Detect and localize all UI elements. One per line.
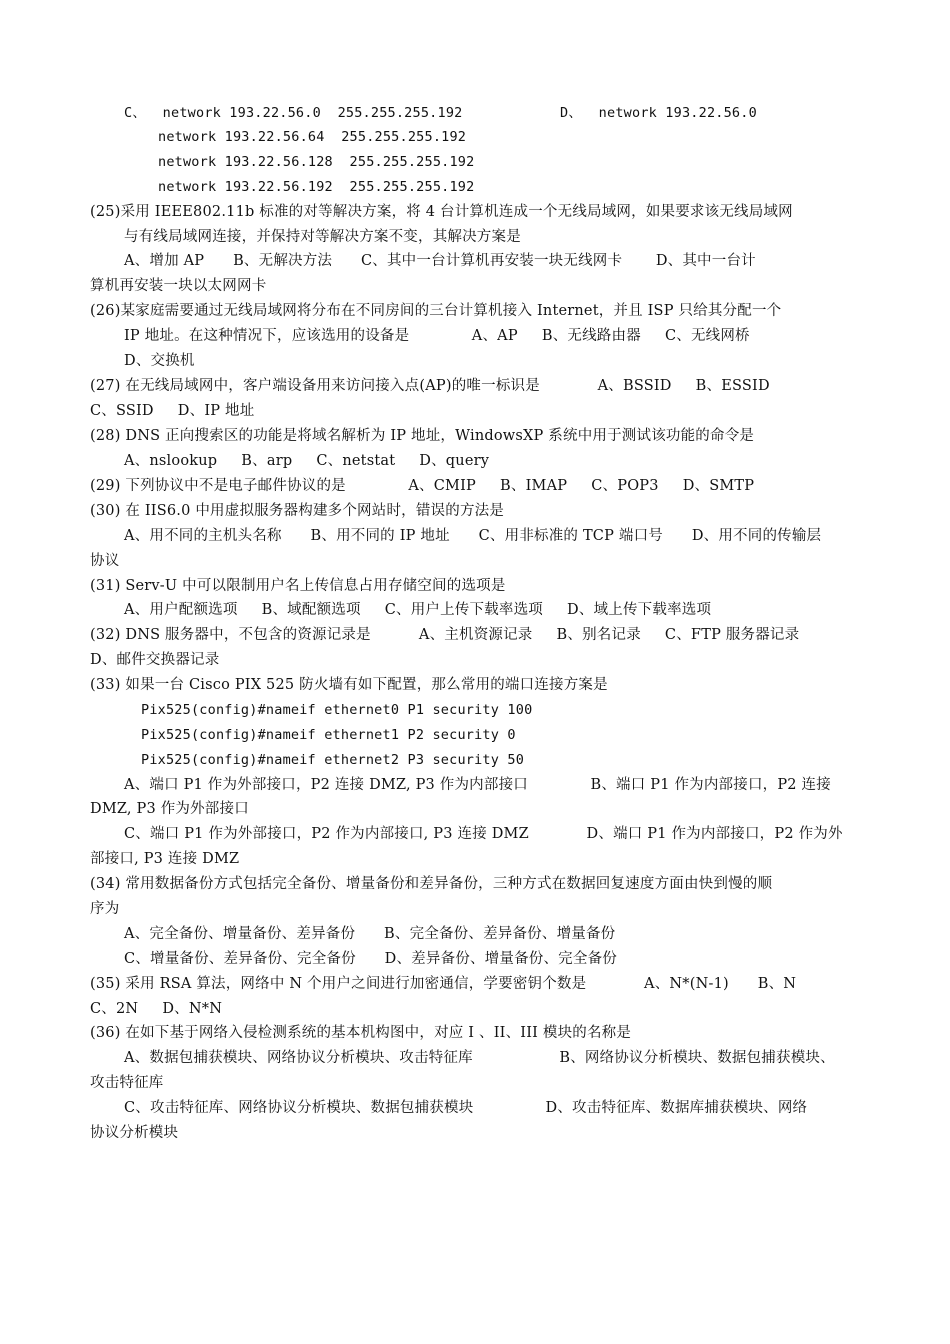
question-25-options-cont: 算机再安装一块以太网网卡	[90, 278, 267, 294]
question-36-options-cd-cont: 协议分析模块	[90, 1125, 179, 1141]
question-34: (34) 常用数据备份方式包括完全备份、增量备份和差异备份，三种方式在数据回复速度方面由快到慢的顺	[90, 876, 773, 892]
question-35-options-cont: C、2N D、N*N	[90, 1001, 223, 1017]
question-36-options-cd: C、攻击特征库、网络协议分析模块、数据包捕获模块 D、攻击特征库、数据库捕获模块、网络	[124, 1100, 808, 1116]
config-line-3: Pix525(config)#nameif ethernet2 P3 security 50	[141, 752, 525, 768]
question-31: (31) Serv-U 中可以限制用户名上传信息占用存储空间的选项是	[90, 578, 506, 594]
question-26: (26)某家庭需要通过无线局域网将分布在不同房间的三台计算机接入 Internet，并且 ISP 只给其分配一个	[90, 303, 782, 319]
option-c-network-4: network 193.22.56.192 255.255.255.192	[158, 179, 475, 195]
question-36: (36) 在如下基于网络入侵检测系统的基本机构图中，对应 I 、II、III 模块的名称是	[90, 1025, 632, 1041]
question-28-options: A、nslookup B、arp C、netstat D、query	[124, 453, 490, 469]
config-line-1: Pix525(config)#nameif ethernet0 P1 security 100	[141, 702, 533, 718]
question-25-cont: 与有线局域网连接，并保持对等解决方案不变，其解决方案是	[124, 229, 521, 245]
question-32-options-cont: D、邮件交换器记录	[90, 652, 220, 668]
question-27: (27) 在无线局域网中，客户端设备用来访问接入点(AP)的唯一标识是 A、BSSID B、ESSID	[90, 378, 770, 394]
option-c-network-3: network 193.22.56.128 255.255.255.192	[158, 154, 475, 170]
question-34-options-ab: A、完全备份、增量备份、差异备份 B、完全备份、差异备份、增量备份	[124, 926, 616, 942]
option-d-network-1: D、 network 193.22.56.0	[560, 105, 757, 121]
config-line-2: Pix525(config)#nameif ethernet1 P2 security 0	[141, 727, 516, 743]
question-36-options-ab: A、数据包捕获模块、网络协议分析模块、攻击特征库 B、网络协议分析模块、数据包捕获模块、	[124, 1050, 835, 1066]
question-34-cont: 序为	[90, 901, 120, 917]
option-c-network-1: C、 network 193.22.56.0 255.255.255.192	[124, 105, 463, 121]
question-34-options-cd: C、增量备份、差异备份、完全备份 D、差异备份、增量备份、完全备份	[124, 951, 617, 967]
question-30: (30) 在 IIS6.0 中用虚拟服务器构建多个网站时，错误的方法是	[90, 503, 505, 519]
question-33-options-ab: A、端口 P1 作为外部接口，P2 连接 DMZ, P3 作为内部接口 B、端口 P1 作为内部接口，P2 连接	[124, 777, 831, 793]
question-25: (25)采用 IEEE802.11b 标准的对等解决方案，将 4 台计算机连成一个无线局域网，如果要求该无线局域网	[90, 204, 793, 220]
question-26-option-d: D、交换机	[124, 353, 195, 369]
question-33-options-ab-cont: DMZ, P3 作为外部接口	[90, 801, 249, 817]
question-29: (29) 下列协议中不是电子邮件协议的是 A、CMIP B、IMAP C、POP3 D、SMTP	[90, 478, 755, 494]
question-33: (33) 如果一台 Cisco PIX 525 防火墙有如下配置，那么常用的端口连接方案是	[90, 677, 608, 693]
question-30-options-cont: 协议	[90, 553, 120, 569]
question-35: (35) 采用 RSA 算法，网络中 N 个用户之间进行加密通信，学要密钥个数是 A、N*(N-1) B、N	[90, 976, 797, 992]
option-c-network-2: network 193.22.56.64 255.255.255.192	[158, 129, 467, 145]
question-26-cont: IP 地址。在这种情况下，应该选用的设备是 A、AP B、无线路由器 C、无线网桥	[124, 328, 750, 344]
question-36-options-ab-cont: 攻击特征库	[90, 1075, 164, 1091]
question-33-options-cd-cont: 部接口, P3 连接 DMZ	[90, 851, 240, 867]
question-27-options-cont: C、SSID D、IP 地址	[90, 403, 255, 419]
question-32: (32) DNS 服务器中，不包含的资源记录是 A、主机资源记录 B、别名记录 C、FTP 服务器记录	[90, 627, 800, 643]
question-30-options: A、用不同的主机头名称 B、用不同的 IP 地址 C、用非标准的 TCP 端口号 D、用不同的传输层	[124, 528, 822, 544]
question-33-options-cd: C、端口 P1 作为外部接口，P2 作为内部接口, P3 连接 DMZ D、端口 P1 作为内部接口，P2 作为外	[124, 826, 843, 842]
question-25-options: A、增加 AP B、无解决方法 C、其中一台计算机再安装一块无线网卡 D、其中一台计	[124, 253, 756, 269]
question-31-options: A、用户配额选项 B、域配额选项 C、用户上传下载率选项 D、域上传下载率选项	[124, 602, 712, 618]
question-28: (28) DNS 正向搜索区的功能是将域名解析为 IP 地址，WindowsXP 系统中用于测试该功能的命令是	[90, 428, 755, 444]
